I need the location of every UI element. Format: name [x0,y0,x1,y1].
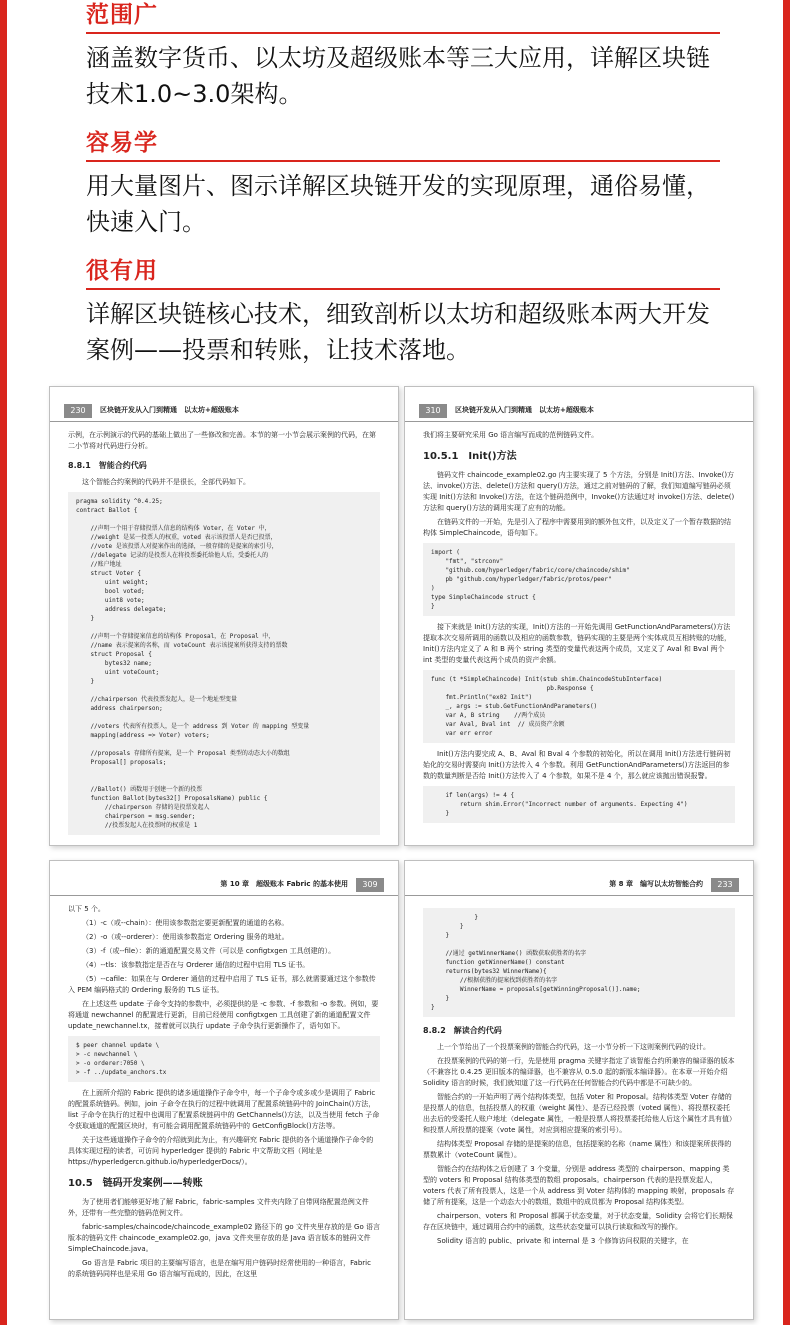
feature-useful [86,256,720,368]
divider [86,32,720,34]
book-page-310 [404,386,754,846]
page-body: } } } //通过 getWinnerName() 函数获取获胜者的名字 function getWinnerName() constant returns(bytes32 WinnerName){ //根据获胜的提案找到获胜者的名字 WinnerName = proposals[getWinningProposal()].name; } } 8.8.2 解读合约代码 上一个节给出了一个投票案例的智能合约代码，这一小节分析一下这则案例代码的设计。 在投票案例的代码的第一行，先是使用 pragma 关键字指定了该智能合约所兼容的编译器的版本（不兼容比 0.4.25 更旧版本的编译器，也不兼容从 0.5.0 起的新版本编译器）。在本章一开始介绍 Solidity 语言的时候，我们就知道了这一行代码在任何智能合约代码中都是不可缺少的。 智能合约的一开始声明了两个结构体类型，包括 Voter 和 Proposal。结构体类型 Voter 存储的是投票人的信息，包括投票人的权重（weight 属性）、是否已经投票（voted 属性）、将投票权委托出去后的受委托人账户地址（delegate 属性，一般是投票人将投票委托给他人后这个属性才具有值）和投票人所投票的提案（vote 属性，对应到相应提案的索引号）。 结构体类型 Proposal 存储的是提案的信息，包括提案的名称（name 属性）和该提案所获得的票数累计（voteCount 属性）。 智能合约在结构体之后创建了 3 个变量，分别是 address 类型的 chairperson、mapping 类型的 voters 和 Proposal 结构体类型的数组 proposals。chairperson 代表的是投票发起人，voters 代表了所有投票人，这是一个从 address 到 Voter 结构体的 mapping 映射，proposals 存储了所有提案，这是一个动态大小的数组，数组中的成员都为 Proposal 结构体类型。 chairperson、voters 和 Proposal 都属于状态变量，对于状态变量，Solidity 会将它们长期保存在区块链中，通过调用合约中的函数，这些状态变量可以执行读取和改写的操作。 Solidity 语言的 public、private 和 internal 是 3 个修饰访问权限的关键字，在 [405,896,753,1247]
right-accent-stripe [783,0,790,1325]
running-head: 区块链开发从入门到精通 以太坊+超级账本 [455,406,594,414]
code-block: $ peer channel update \ > -c newchannel \ > -o orderer:7050 \ > -f ../update_anchors.tx [68,1036,380,1082]
book-page-230 [49,386,399,846]
code-block: } } } //通过 getWinnerName() 函数获取获胜者的名字 function getWinnerName() constant returns(bytes32 WinnerName){ //根据获胜的提案找到获胜者的名字 WinnerName = proposals[getWinningProposal()].name; } } [423,908,735,1017]
book-page-233 [404,860,754,1320]
list-item: （2）-o（或--orderer）：使用该参数指定 Ordering 服务的地址。 [82,933,289,941]
code-block: if len(args) != 4 { return shim.Error("Incorrect number of arguments. Expecting 4") } [423,786,735,823]
list-item: （4）--tls：该参数指定是否在与 Orderer 通信的过程中启用 TLS 证书。 [82,961,310,969]
feature-title: 范围广 [86,2,158,28]
page-number: 230 [64,404,92,418]
section-heading: 10.5.1 Init()方法 [423,451,517,462]
page-number: 309 [356,878,384,892]
running-head: 第 8 章 编写以太坊智能合约 [609,880,703,888]
page-number: 310 [419,404,447,418]
page-number: 233 [711,878,739,892]
code-block: import ( "fmt", "strconv" "github.com/hyperledger/fabric/core/chaincode/shim" pb "github.com/hyperledger/fabric/protos/peer" ) type SimpleChaincode struct { } [423,543,735,616]
list-item: （1）-c（或--chain）：使用该参数指定要更新配置的通道的名称。 [82,919,289,927]
section-heading: 8.8.1 智能合约代码 [68,461,147,470]
running-head: 区块链开发从入门到精通 以太坊+超级账本 [100,406,239,414]
book-page-309 [49,860,399,1320]
feature-description: 用大量图片、图示详解区块链开发的实现原理，通俗易懂， 快速入门。 [86,172,710,236]
feature-easy [86,128,720,240]
divider [86,160,720,162]
feature-title: 容易学 [86,130,158,156]
code-block: pragma solidity ^0.4.25; contract Ballot { //声明一个用于存储投票人信息的结构体 Voter，在 Voter 中， //weight 是某一投票人的权重，voted 表示该投票人是否已投票， //vote 是该投票人对提案作出的选择，一般存储的是提案的索引号， //delegate 记录的是投票人在将投票委托给他人后，受委托人的 //账户地址 struct Voter { uint weight; bool voted; uint8 vote; address delegate; } //声明一个存储提案信息的结构体 Proposal，在 Proposal 中， //name 表示提案的名称，而 voteCount 表示该提案所获得支持的票数 struct Proposal { bytes32 name; uint voteCount; } //chairperson 代表投票发起人，是一个地址型变量 address chairperson; //voters 代表所有投票人，是一个 address 到 Voter 的 mapping 型变量 mapping(address => Voter) voters; //proposals 存储所有提案，是一个 Proposal 类型的动态大小的数组 Proposal[] proposals; //Ballot() 函数用于创建一个新的投票 function Ballot(bytes32[] ProposalsName) public { //chairperson 存储的是投票发起人 chairperson = msg.sender; //投票发起人在投票时的权重是 1 [68,492,380,835]
feature-description: 涵盖数字货币、以太坊及超级账本等三大应用，详解区块链 技术1.0~3.0架构。 [86,44,710,108]
code-block: func (t *SimpleChaincode) Init(stub shim.ChaincodeStubInterface) pb.Response { fmt.Println("ex02 Init") _, args := stub.GetFunctionAndParameters() var A, B string //两个成员 var Aval, Bval int // 成员资产余额 var err error [423,670,735,743]
list-item: （5）--cafile：如果在与 Orderer 通信的过程中启用了 TLS 证书，那么就需要通过这个参数传入 PEM 编码格式的 Ordering 服务的 TLS 证书。 [68,975,376,994]
page-header [50,403,398,422]
page-header [405,403,753,422]
page-body: 示例，在示例演示的代码的基础上做出了一些修改和完善。本节的第一小节会展示案例的代码，在第二小节将对代码进行分析。 8.8.1 智能合约代码 这个智能合约案例的代码并不是很长，全部代码如下。 pragma solidity ^0.4.25; contract Ballot { //声明一个用于存储投票人信息的结构体 Voter，在 Voter 中， //weight 是某一投票人的权重，voted 表示该投票人是否已投票， //vote 是该投票人对提案作出的选择，一般存储的是提案的索引号， //delegate 记录的是投票人在将投票委托给他人后，受委托人的 //账户地址 struct Voter { uint weight; bool voted; uint8 vote; address delegate; } //声明一个存储提案信息的结构体 Proposal，在 Proposal 中， //name 表示提案的名称，而 voteCount 表示该提案所获得支持的票数 struct Proposal { bytes32 name; uint voteCount; } //chairperson 代表投票发起人，是一个地址型变量 address chairperson; //voters 代表所有投票人，是一个 address 到 Voter 的 mapping 型变量 mapping(address => Voter) voters; //proposals 存储所有提案，是一个 Proposal 类型的动态大小的数组 Proposal[] proposals; //Ballot() 函数用于创建一个新的投票 function Ballot(bytes32[] ProposalsName) public { //chairperson 存储的是投票发起人 chairperson = msg.sender; //投票发起人在投票时的权重是 1 [50,422,398,835]
running-head: 第 10 章 超级账本 Fabric 的基本使用 [220,880,348,888]
feature-scope [86,0,720,112]
section-heading: 10.5 链码开发案例——转账 [68,1178,203,1189]
divider [86,288,720,290]
feature-description: 详解区块链核心技术，细致剖析以太坊和超级账本两大开发 案例——投票和转账，让技术落地。 [86,300,710,364]
feature-title: 很有用 [86,258,158,284]
page-body: 以下 5 个。 （1）-c（或--chain）：使用该参数指定要更新配置的通道的名称。 （2）-o（或--orderer）：使用该参数指定 Ordering 服务的地址。 （3）-f（或--file）：新的通道配置交易文件（可以是 configtxgen 工具创建的）。 （4）--tls：该参数指定是否在与 Orderer 通信的过程中启用 TLS 证书。 （5）--cafile：如果在与 Orderer 通信的过程中启用了 TLS 证书，那么就需要通过这个参数传入 PEM 编码格式的 Ordering 服务的 TLS 证书。 在上述这些 update 子命令支持的参数中，必须提供的是 -c 参数、-f 参数和 -o 参数。例如，要将通道 newchannel 的配置进行更新，目前已经使用 configtxgen 工具创建了新的通道配置文件 update_newchannel.tx，接着就可以执行 update 子命令执行更新操作了，语句如下。 $ peer channel update \ > -c newchannel \ > -o orderer:7050 \ > -f ../update_anchors.tx 在上面所介绍的 Fabric 提供的诸多通道操作子命令中，每一个子命令或多或少是调用了 Fabric 的配置系统链码。例如，join 子命令在执行的过程中就调用了配置系统链码中的 JoinChain()方法，list 子命令在执行的过程中也调用了配置系统链码中的 GetChannels()方法，以及当使用 fetch 子命令获取通道的配置区块时，有可能会调用配置系统链码中的 GetConfigBlock()方法等。 关于这些通道操作子命令的介绍就到此为止，有兴趣研究 Fabric 提供的各个通道操作子命令的具体实现过程的读者，可访问 hyperledger 提供的 Fabric 中文帮助文档（网址是 https://hyperledgercn.github.io/hyperledgerDocs/）。 10.5 链码开发案例——转账 为了使用者们能够更好地了解 Fabric，fabric-samples 文件夹内除了自带网络配置范例文件外，还带有一些完整的链码范例文件。 fabric-samples/chaincode/chaincode_example02 路径下的 go 文件夹里存放的是 Go 语言版本的链码文件 chaincode_example02.go，java 文件夹里存放的是 Java 语言版本的链码文件 SimpleChaincode.java。 Go 语言是 Fabric 项目的主要编写语言，也是在编写用户链码时经常使用的一种语言，Fabric 的系统链码同样也是采用 Go 语言编写而成的，因此，在这里 [68,905,380,1278]
page-header [50,877,398,896]
page-body: 我们将主要研究采用 Go 语言编写而成的范例链码文件。 10.5.1 Init()方法 链码文件 chaincode_example02.go 内主要实现了 5 个方法，分别是 Init()方法、Invoke()方法、invoke()方法、delete()方法和 query()方法，通过之前对链码的了解，我们知道编写链码必须实现 Init()方法和 Invoke()方法，在这个链码范例中，Invoke()方法通过对 invoke()方法、delete()方法和 query()方法的调用实现了应有的功能。 在链码文件的一开始，先是引入了程序中需要用到的额外包文件，以及定义了一个暂存数据的结构体 SimpleChaincode，语句如下。 import ( "fmt", "strconv" "github.com/hyperledger/fabric/core/chaincode/shim" pb "github.com/hyperledger/fabric/protos/peer" ) type SimpleChaincode struct { } 接下来就是 Init()方法的实现，Init()方法的一开始先调用 GetFunctionAndParameters()方法提取本次交易所调用的函数以及相应的函数参数，链码实现的主要是两个实体成员互相转账的功能，Init()方法内定义了 A 和 B 两个 string 类型的变量代表这两个成员，又定义了 Aval 和 Bval 两个 int 类型的变量代表这两个成员的资产余额。 func (t *SimpleChaincode) Init(stub shim.ChaincodeStubInterface) pb.Response { fmt.Println("ex02 Init") _, args := stub.GetFunctionAndParameters() var A, B string //两个成员 var Aval, Bval int // 成员资产余额 var err error Init()方法内要完成 A、B、Aval 和 Bval 4 个参数的初始化，所以在调用 Init()方法进行链码初始化的交易时需要向 Init()方法传入 4 个参数。利用 GetFunctionAndParameters()方法返回的参数的数量判断是否给 Init()方法传入了 4 个参数，如果不是 4 个，那么就应该抛出错误报警。 if len(args) != 4 { return shim.Error("Incorrect number of arguments. Expecting 4") } [405,422,753,823]
left-accent-stripe [0,0,7,1325]
list-item: （3）-f（或--file）：新的通道配置交易文件（可以是 configtxgen 工具创建的）。 [82,947,336,955]
section-heading: 8.8.2 解读合约代码 [423,1026,502,1035]
page-header [405,877,753,896]
